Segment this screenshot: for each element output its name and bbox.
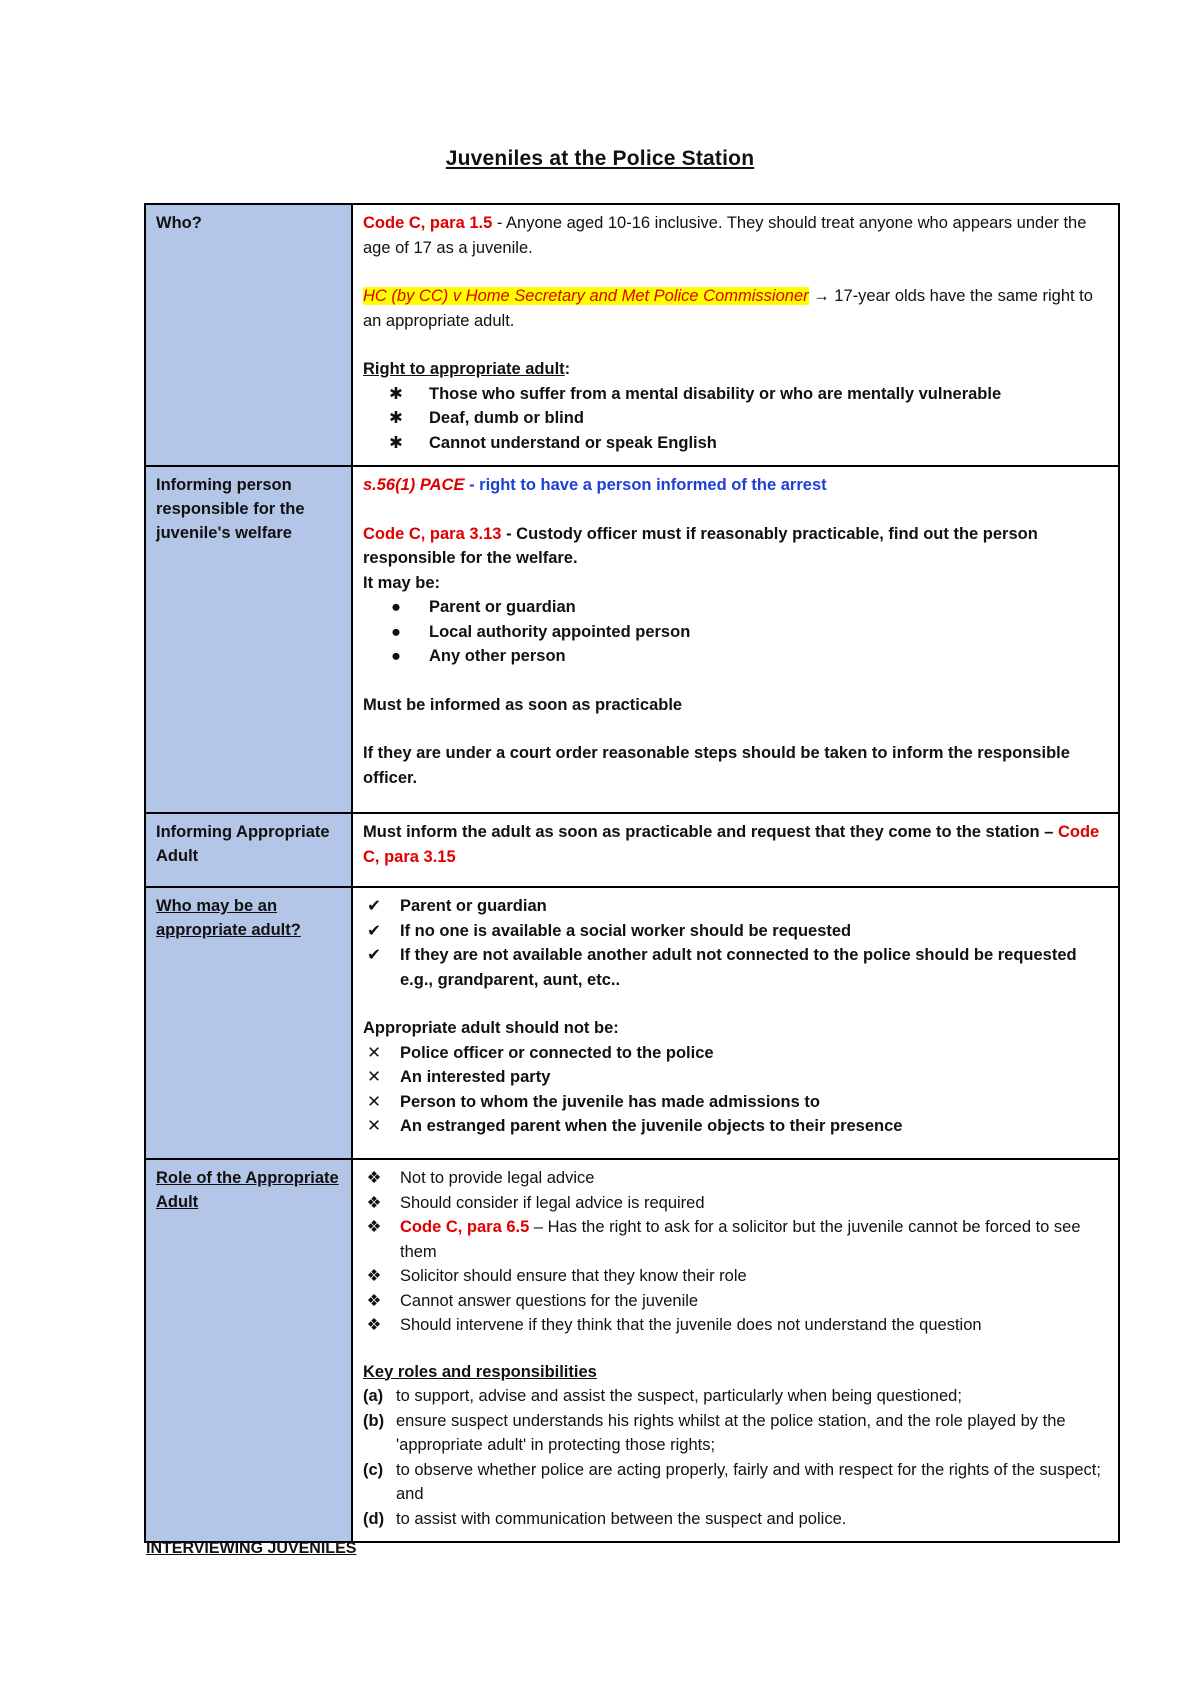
list-item: ❖ Solicitor should ensure that they know their role xyxy=(363,1264,1108,1289)
cross-icon: ✕ xyxy=(367,1117,381,1135)
list-item: (c) to observe whether police are acting properly, fairly and with respect for the rights of the suspect; and xyxy=(363,1460,1101,1503)
text: - Custody officer must if reasonably practicable, find out the person responsible for the welfare. xyxy=(363,524,1038,567)
row-label-role: Role of the Appropriate Adult xyxy=(145,1159,352,1542)
list-item: ✕ An interested party xyxy=(363,1065,1108,1090)
paragraph: It may be: xyxy=(363,573,441,592)
diamond-icon: ❖ xyxy=(366,1267,382,1285)
paragraph xyxy=(363,357,1108,382)
diamond-icon: ❖ xyxy=(366,1169,382,1187)
list-item: ● Parent or guardian xyxy=(363,595,1108,620)
cross-icon: ✕ xyxy=(367,1092,381,1111)
list-item: (d) to assist with communication between the suspect and police. xyxy=(363,1509,847,1528)
list-item: ❖ Should consider if legal advice is required xyxy=(363,1191,1108,1216)
list-item: ❖ Not to provide legal advice xyxy=(363,1166,1108,1191)
paragraph xyxy=(363,473,1108,498)
citation: s.56(1) PACE xyxy=(363,476,465,494)
star-icon: ✱ xyxy=(389,384,403,403)
table-row xyxy=(145,813,1119,887)
cross-icon: ✕ xyxy=(367,1043,381,1062)
bullet-icon: ● xyxy=(391,622,401,641)
sub-heading: Key roles and responsibilities xyxy=(363,1362,597,1381)
cross-icon: ✕ xyxy=(367,1068,381,1086)
bullet-list xyxy=(363,382,1108,456)
row-label-informing: Informing person responsible for the juvenile's welfare xyxy=(145,466,352,813)
row-content-who-may xyxy=(352,887,1119,1159)
text: - Anyone aged 10-16 inclusive. They should treat anyone who appears under the age of 17 as a juvenile. xyxy=(363,214,1087,257)
list-item: ❖ Should intervene if they think that the juvenile does not understand the question xyxy=(363,1313,1108,1338)
row-content-who xyxy=(352,204,1119,466)
cross-list xyxy=(363,1041,1108,1139)
list-item: ✱ Deaf, dumb or blind xyxy=(363,406,1108,431)
paragraph: If they are under a court order reasonable steps should be taken to inform the responsible officer. xyxy=(363,744,1070,787)
check-list xyxy=(363,894,1108,992)
diamond-icon: ❖ xyxy=(366,1316,382,1334)
check-icon: ✔ xyxy=(367,946,381,964)
paragraph xyxy=(363,522,1108,571)
list-item: ✔ If they are not available another adult not connected to the police should be requested e.g., grandparent, aunt, etc.. xyxy=(363,943,1108,992)
check-icon: ✔ xyxy=(367,897,381,915)
star-icon: ✱ xyxy=(389,433,403,452)
table-row xyxy=(145,887,1119,1159)
section-heading: INTERVIEWING JUVENILES xyxy=(146,1540,357,1557)
list-item: ● Local authority appointed person xyxy=(363,620,1108,645)
row-label-who-may: Who may be an appropriate adult? xyxy=(145,887,352,1159)
list-item: ● Any other person xyxy=(363,644,1108,669)
row-label-who: Who? xyxy=(145,204,352,466)
list-item: ✔ If no one is available a social worker should be requested xyxy=(363,919,1108,944)
sub-heading: Right to appropriate adult xyxy=(363,360,565,378)
paragraph: Must be informed as soon as practicable xyxy=(363,695,683,714)
citation: Code C, para 3.15 xyxy=(363,823,1100,866)
arrow-icon: → xyxy=(808,287,835,305)
row-label-informing-adult: Informing Appropriate Adult xyxy=(145,813,352,887)
list-item: ✕ An estranged parent when the juvenile objects to their presence xyxy=(363,1114,1108,1139)
list-item: ✱ Cannot understand or speak English xyxy=(363,431,1108,456)
page-title: Juveniles at the Police Station xyxy=(445,147,755,170)
list-item: ✕ Police officer or connected to the police xyxy=(363,1041,1108,1066)
row-content-informing xyxy=(352,466,1119,813)
paragraph xyxy=(363,211,1108,260)
paragraph xyxy=(363,284,1108,333)
diamond-icon: ❖ xyxy=(366,1193,382,1212)
list-item: ✱ Those who suffer from a mental disability or who are mentally vulnerable xyxy=(363,382,1108,407)
citation: Code C, para 3.13 xyxy=(363,524,502,543)
list-item: ❖ Code C, para 6.5 – Has the right to ask for a solicitor but the juvenile cannot be forced to see them xyxy=(363,1215,1108,1264)
text: Must inform the adult as soon as practicable and request that they come to the station – xyxy=(363,823,1058,841)
paragraph xyxy=(363,820,1108,869)
diamond-icon: ❖ xyxy=(366,1218,382,1236)
diamond-icon: ❖ xyxy=(366,1291,382,1310)
row-content-role xyxy=(352,1159,1119,1542)
list-item: ✔ Parent or guardian xyxy=(363,894,1108,919)
check-icon: ✔ xyxy=(367,921,381,940)
list-item: (a) to support, advise and assist the suspect, particularly when being questioned; xyxy=(363,1387,962,1405)
citation: Code C, para 1.5 xyxy=(363,214,493,232)
diamond-list xyxy=(363,1166,1108,1338)
colon: : xyxy=(564,360,571,378)
list-item: ✕ Person to whom the juvenile has made admissions to xyxy=(363,1090,1108,1115)
table-row xyxy=(145,466,1119,813)
lettered-list xyxy=(363,1384,1108,1531)
paragraph: Appropriate adult should not be: xyxy=(363,1019,619,1037)
list-item: ❖ Cannot answer questions for the juvenile xyxy=(363,1289,1108,1314)
bullet-list xyxy=(363,595,1108,669)
bullet-icon: ● xyxy=(391,598,401,616)
table-row xyxy=(145,1159,1119,1542)
row-content-informing-adult xyxy=(352,813,1119,887)
text: - right to have a person informed of the arrest xyxy=(464,476,827,494)
notes-table xyxy=(144,203,1120,1543)
star-icon: ✱ xyxy=(389,409,403,427)
list-item: (b) ensure suspect understands his rights whilst at the police station, and the role played by the 'appropriate adult' in protecting those rights; xyxy=(363,1411,1066,1454)
text: 17-year olds have the same right to an appropriate adult. xyxy=(363,287,1093,330)
table-row xyxy=(145,204,1119,466)
case-citation: HC (by CC) v Home Secretary and Met Police Commissioner xyxy=(363,287,809,305)
bullet-icon: ● xyxy=(391,647,401,665)
